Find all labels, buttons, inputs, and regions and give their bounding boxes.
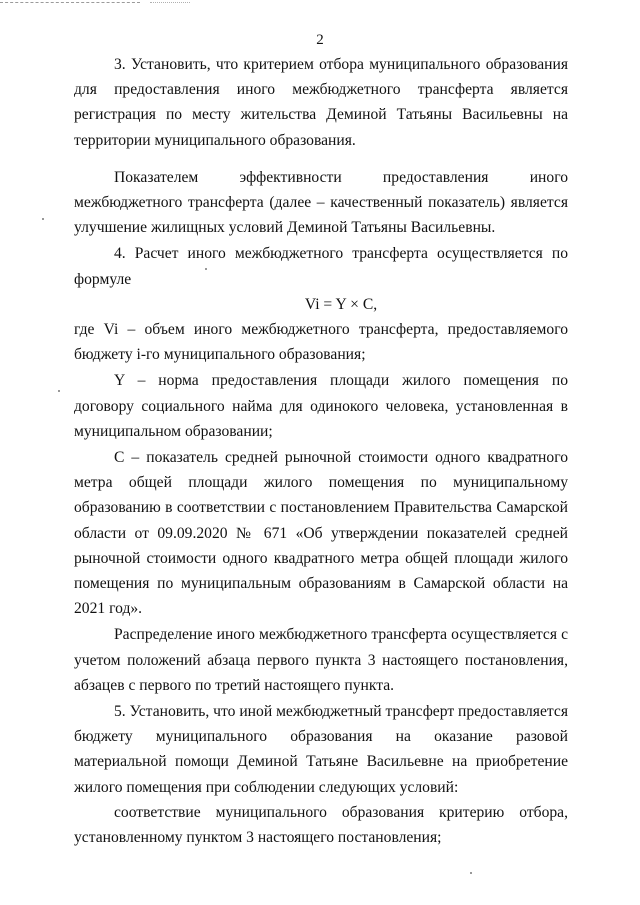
paragraph-provision: 5. Установить, что иной межбюджетный трансферт предоставляется бюджету муниципального образования на оказание разовой материальной помощи Деминой Татьяне Васильевне на приобретение жилого помещения при соблюдении следующих условий: (74, 703, 568, 796)
paragraph-calculation: 4. Расчет иного межбюджетного трансферта осуществляется по формуле (74, 245, 568, 288)
scan-speck (470, 872, 472, 874)
paragraph-vi-definition: где Vi – объем иного межбюджетного трансферта, предоставляемого бюджету i-го муниципального образования; (74, 321, 568, 364)
scan-speck (42, 218, 44, 220)
page-number: 2 (316, 32, 324, 48)
paragraph-condition: соответствие муниципального образования критерию отбора, установленному пунктом 3 настоящего постановления; (74, 803, 568, 847)
paragraph-c-definition: C – показатель средней рыночной стоимости одного квадратного метра общей площади жилого помещения по муниципальному образованию в соответствии с постановлением Правительства Самарской области от 09.09.2020 № 671 «Об утверждении показателей средней рыночной стоимости одного квадратного метра общей площади жилого помещения по муниципальным образованиям в Самарской области на 2021 год». (74, 449, 568, 618)
document-body (74, 52, 568, 850)
scan-edge-mark (0, 2, 140, 3)
formula: Vi = Y × C, (304, 295, 378, 313)
scan-speck (58, 390, 60, 392)
scan-edge-mark (150, 2, 190, 3)
paragraph-criterion: 3. Установить, что критерием отбора муниципального образования для предоставления иного межбюджетного трансферта является регистрация по месту жительства Деминой Татьяны Васильевны на территории муниципального образования. (74, 56, 568, 149)
paragraph-efficiency-indicator: Показателем эффективности предоставления иного межбюджетного трансферта (далее – качественный показатель) является улучшение жилищных условий Деминой Татьяны Васильевны. (74, 168, 568, 237)
paragraph-y-definition: Y – норма предоставления площади жилого помещения по договору социального найма для одинокого человека, установленная в муниципальном образовании; (74, 372, 568, 440)
paragraph-distribution: Распределение иного межбюджетного трансферта осуществляется с учетом положений абзаца первого пункта 3 настоящего постановления, абзацев с первого по третий настоящего пункта. (74, 626, 568, 694)
